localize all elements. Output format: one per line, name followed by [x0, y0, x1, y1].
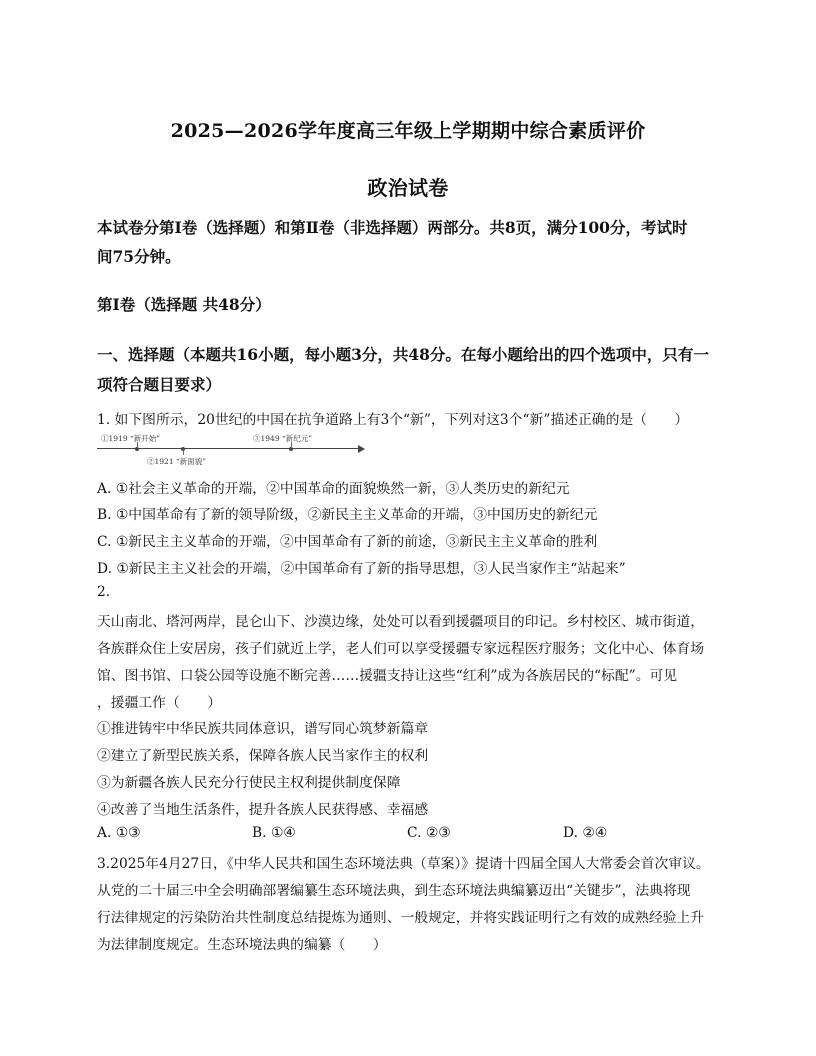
part1-heading: 第Ⅰ卷（选择题 共48分） — [97, 295, 271, 314]
q1-option-b: B. ①中国革命有了新的领导阶级，②新民主主义革命的开端，③中国历史的新纪元 — [97, 507, 598, 523]
timeline-label-2: ②1921 “新面貌” — [147, 457, 207, 466]
q2-number: 2. — [97, 584, 111, 600]
q2-stem-line-1: 天山南北、塔河两岸，昆仑山下、沙漠边缘，处处可以看到援疆项目的印记。乡村校区、城市街道， — [97, 614, 705, 630]
section1-line-1: 一、选择题（本题共16小题，每小题3分，共48分。在每小题给出的四个选项中，只有一 — [97, 345, 709, 364]
q3-stem-line-4: 为法律制度规定。生态环境法典的编纂（ ） — [97, 937, 387, 953]
q2-stem-line-4: ，援疆工作（ ） — [97, 695, 222, 711]
q2-item-1: ①推进铸牢中华民族共同体意识，谱写同心筑梦新篇章 — [97, 721, 429, 737]
timeline-tick-2 — [183, 449, 184, 455]
exam-title: 2025—2026学年度高三年级上学期期中综合素质评价 — [170, 120, 646, 142]
q1-option-d: D. ①新民主主义社会的开端，②中国革命有了新的指导思想，③人民当家作主“站起来” — [97, 561, 626, 577]
intro-line-1: 本试卷分第Ⅰ卷（选择题）和第Ⅱ卷（非选择题）两部分。共8页，满分100分，考试时 — [97, 218, 688, 237]
q1-option-a: A. ①社会主义革命的开端，②中国革命的面貌焕然一新，③人类历史的新纪元 — [97, 481, 570, 497]
exam-subject: 政治试卷 — [367, 176, 449, 200]
q2-option-b: B. ①④ — [252, 825, 296, 841]
q2-option-d: D. ②④ — [563, 825, 608, 841]
q2-option-a: A. ①③ — [97, 825, 141, 841]
q2-item-4: ④改善了当地生活条件，提升各族人民获得感、幸福感 — [97, 802, 429, 818]
q2-item-3: ③为新疆各族人民充分行使民主权利提供制度保障 — [97, 775, 401, 791]
timeline-arrow-icon — [358, 445, 365, 453]
q3-stem-line-3: 行法律规定的污染防治共性制度总结提炼为通则、一般规定，并将实践证明行之有效的成熟经验上升 — [97, 910, 705, 926]
q2-item-2: ②建立了新型民族关系，保障各族人民当家作主的权利 — [97, 748, 429, 764]
q1-timeline — [97, 432, 372, 470]
timeline-label-1: ①1919 “新开始” — [101, 434, 161, 443]
q3-stem-line-2: 从党的二十届三中全会明确部署编纂生态环境法典，到生态环境法典编纂迈出“关键步”，法典将现 — [97, 883, 691, 899]
q2-option-c: C. ②③ — [407, 825, 451, 841]
q2-stem-line-3: 馆、图书馆、口袋公园等设施不断完善……援疆支持让这些“红利”成为各族居民的“标配”。可见 — [97, 668, 678, 684]
q2-stem-line-2: 各族群众住上安居房，孩子们就近上学，老人们可以享受援疆专家远程医疗服务；文化中心、体育场 — [97, 641, 705, 657]
q3-stem-line-1: 3.2025年4月27日，《中华人民共和国生态环境法典（草案）》提请十四届全国人大常委会首次审议。 — [97, 856, 710, 872]
timeline-label-3: ③1949 “新纪元” — [253, 434, 313, 443]
intro-line-2: 间75分钟。 — [97, 247, 181, 266]
q1-stem: 1. 如下图所示，20世纪的中国在抗争道路上有3个“新”，下列对这3个“新”描述正确的是（ ） — [97, 412, 689, 428]
q1-option-c: C. ①新民主主义革命的开端，②中国革命有了新的前途，③新民主主义革命的胜利 — [97, 534, 598, 550]
section1-line-2: 项符合题目要求） — [97, 375, 222, 394]
